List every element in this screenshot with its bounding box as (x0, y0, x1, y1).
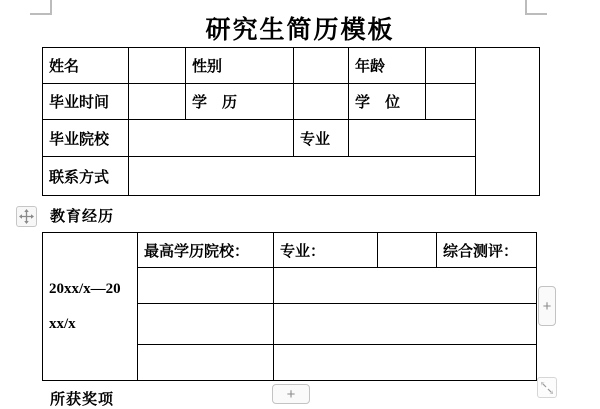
name-label-cell: 姓名 (43, 48, 129, 84)
edu-header-blank-cell[interactable] (378, 233, 437, 268)
table-move-handle[interactable] (16, 206, 37, 227)
education-table (42, 232, 537, 381)
major-label-cell: 专业 (294, 120, 349, 157)
degree-label-cell: 学 位 (349, 84, 426, 120)
major-value-cell[interactable] (349, 120, 476, 157)
add-row-button[interactable]: + (272, 384, 310, 404)
edu-row3-cell-b[interactable] (274, 345, 537, 381)
gender-label-cell: 性别 (186, 48, 294, 84)
school-label-cell: 毕业院校 (43, 120, 129, 157)
education-section-heading: 教育经历 (50, 209, 115, 225)
highest-school-label-cell: 最高学历院校： (138, 233, 274, 268)
info-row-4 (43, 157, 540, 196)
basic-info-table (42, 47, 540, 196)
degree-value-cell[interactable] (426, 84, 476, 120)
education-value-cell[interactable] (294, 84, 349, 120)
period-cell[interactable] (43, 233, 138, 381)
evaluation-label-cell: 综合测评： (437, 233, 537, 268)
page-title: 研究生简历模板 (205, 17, 395, 44)
move-icon (19, 209, 34, 224)
age-label-cell: 年龄 (349, 48, 426, 84)
edu-row2-cell-b[interactable] (274, 304, 537, 345)
period-line1: 20xx/x—20 (49, 280, 121, 297)
diagonal-resize-icon (539, 380, 555, 396)
info-row-1 (43, 48, 540, 84)
grad-time-label-cell: 毕业时间 (43, 84, 129, 120)
info-row-3 (43, 120, 540, 157)
contact-label-cell: 联系方式 (43, 157, 129, 196)
edu-row3-cell-a[interactable] (138, 345, 274, 381)
period-line2: xx/x (49, 315, 76, 332)
age-value-cell[interactable] (426, 48, 476, 84)
education-label-cell: 学 历 (186, 84, 294, 120)
awards-section-heading: 所获奖项 (50, 392, 115, 408)
add-column-button[interactable]: + (538, 286, 556, 326)
info-row-2 (43, 84, 540, 120)
gender-value-cell[interactable] (294, 48, 349, 84)
school-value-cell[interactable] (129, 120, 294, 157)
name-value-cell[interactable] (129, 48, 186, 84)
edu-header-row (43, 233, 537, 268)
photo-cell[interactable] (476, 48, 540, 196)
edu-major-label-cell: 专业： (274, 233, 378, 268)
edu-row2-cell-a[interactable] (138, 304, 274, 345)
contact-value-cell[interactable] (129, 157, 476, 196)
edu-row1-cell-a[interactable] (138, 268, 274, 304)
edu-row1-cell-b[interactable] (274, 268, 537, 304)
table-resize-handle[interactable] (537, 377, 557, 398)
grad-time-value-cell[interactable] (129, 84, 186, 120)
